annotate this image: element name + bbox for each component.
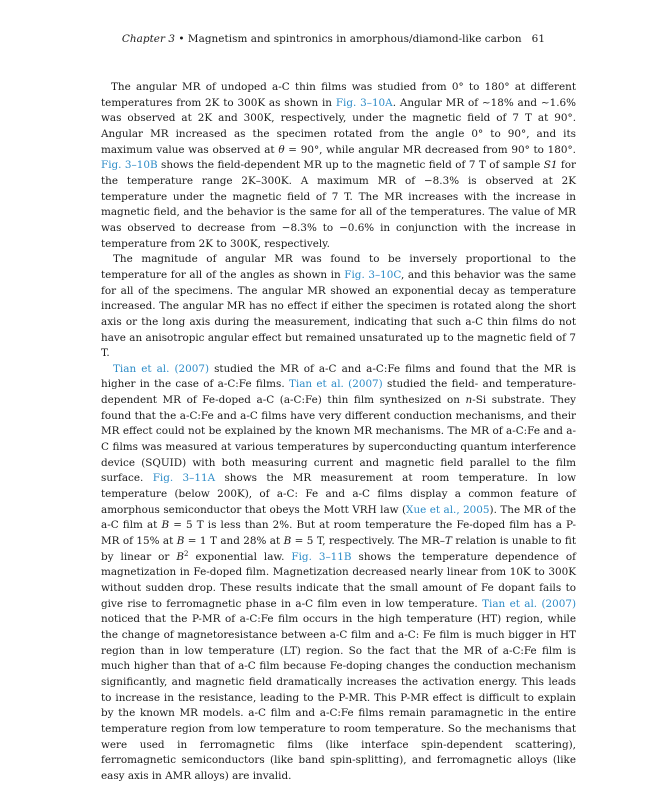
citation-link[interactable]: Tian et al. (2007) xyxy=(113,362,210,375)
text-run: = 90°, while angular MR decreased from 90° to 180°. xyxy=(284,143,576,156)
text-run: shows the temperature dependence of magnetization in Fe-doped film. Magnetization decreased nearly linear from 10K to 300K without sudden drop. These results indicate that the small amount of Fe dopant fails to give rise to ferromagnetic phase in a-C film even in low temperature. xyxy=(101,550,576,610)
text-run: studied the MR of a-C and a-C:Fe films and found that the MR is higher in the case of a-C:Fe films. xyxy=(101,362,576,391)
text-run: studied the field- and temperature-dependent MR of Fe-doped a-C (a-C:Fe) thin film synthesized on xyxy=(101,378,576,407)
paragraph-angular-mr xyxy=(101,80,576,252)
text-run: shows the MR measurement at room temperature. In low temperature (below 200K), of a-C: Fe and a-C films display a common feature of amorphous semiconductor that obeys the Mott VRH law ( xyxy=(101,472,576,516)
math-theta: θ xyxy=(278,143,285,156)
text-run: = 1 T and 28% at xyxy=(184,535,284,548)
text-run: noticed that the P-MR of a-C:Fe film occurs in the high temperature (HT) region, while the change of magnetoresistance between a-C film and a-C: Fe film is much bigger in HT region than in low temperature (LT) region. So the fact that the MR of a-C:Fe film is much higher than that of a-C film because Fe-doping changes the conduction mechanism significantly, and magnetic field dramatically increases the activation energy. This leads to increase in the resistance, leading to the P-MR. This P-MR effect is difficult to explain by the known MR models. a-C film and a-C:Fe films remain paramagnetic in the entire temperature region from low temperature to room temperature. So the mechanisms that were used in ferromagnetic films (like interface spin-dependent scattering), ferromagnetic semiconductors (like band spin-splitting), and ferromagnetic alloys (like easy axis in AMR alloys) are invalid. xyxy=(101,613,576,782)
figure-link[interactable]: Fig. 3–10A xyxy=(335,96,393,109)
paragraph-tian-study xyxy=(101,362,576,785)
sample-label: S1 xyxy=(543,159,558,172)
text-run: . Angular MR of ∼18% and ∼1.6% was observed at 2K and 300K, respectively, under the magnetic field of 7 T at 90°. Angular MR increased as the specimen rotated from the angle 0° to 90°, and its maximum value was observed at xyxy=(101,96,577,156)
page-number: 61 xyxy=(531,33,545,45)
text-run: for the temperature range 2K–300K. A maximum MR of −8.3% is observed at 2K temperature under the magnetic field of 7 T. The MR increases with the increase in magnetic field, and the behavior is the same for all of the temperatures. The value of MR was observed to decrease from −8.3% to −0.6% in conjunction with the increase in temperature from 2K to 300K, respectively. xyxy=(101,159,576,250)
figure-link[interactable]: Fig. 3–10C xyxy=(344,268,401,281)
text-run: The magnitude of angular MR was found to be inversely proportional to the temperature for all of the angles as shown in xyxy=(101,253,576,281)
superscript: 2 xyxy=(184,549,189,558)
text-run: The angular MR of undoped a-C thin films was studied from 0° to 180° at different temperatures from 2K to 300K as shown in xyxy=(101,81,576,109)
text-run: , and this behavior was the same for all of the specimens. The angular MR showed an exponential decay as temperature increased. The angular MR has no effect if either the specimen is rotated along the short axis or the long axis during the measurement, indicating that such a-C thin films do not have an anisotropic angular effect but remained unsaturated up to the magnetic field of 7 T. xyxy=(101,268,576,360)
text-run: shows the field-dependent MR up to the magnetic field of 7 T of sample xyxy=(157,159,544,172)
paragraph-inverse-proportion xyxy=(101,252,576,362)
body-text xyxy=(101,80,576,785)
citation-link[interactable]: Xue et al., 2005 xyxy=(406,503,490,516)
math-t: T xyxy=(444,535,452,548)
text-run: ). The MR of the a-C film at xyxy=(101,503,576,532)
citation-link[interactable]: Tian et al. (2007) xyxy=(288,378,383,391)
figure-link[interactable]: Fig. 3–11B xyxy=(291,550,352,563)
running-header xyxy=(100,33,545,45)
math-b: B xyxy=(283,535,292,548)
text-run: exponential law. xyxy=(188,550,292,563)
chapter-title: Magnetism and spintronics in amorphous/diamond-like carbon xyxy=(187,33,522,45)
text-run: relation is unable to fit by linear or xyxy=(101,535,576,563)
text-run: -Si substrate. They found that the a-C:Fe and a-C films have very different conduction mechanisms, and their MR effect could not be explained by the known MR mechanisms. The MR of a-C:Fe and a-C films was measured at various temperatures by superconducting quantum interference device (SQUID) with both measuring current and magnetic field parallel to the film surface. xyxy=(101,394,576,485)
math-b: B xyxy=(176,550,184,563)
text-run: = 5 T, respectively. The MR– xyxy=(291,535,445,548)
math-n: n xyxy=(465,394,473,407)
math-b: B xyxy=(176,535,185,548)
chapter-label: Chapter 3 xyxy=(121,33,176,45)
citation-link[interactable]: Tian et al. (2007) xyxy=(482,597,576,610)
figure-link[interactable]: Fig. 3–11A xyxy=(152,472,216,485)
header-separator: • xyxy=(175,33,188,45)
math-b: B xyxy=(161,519,170,532)
figure-link[interactable]: Fig. 3–10B xyxy=(101,159,158,172)
text-run: = 5 T is less than 2%. But at room temperature the Fe-doped film has a P-MR of 15% at xyxy=(101,519,576,548)
